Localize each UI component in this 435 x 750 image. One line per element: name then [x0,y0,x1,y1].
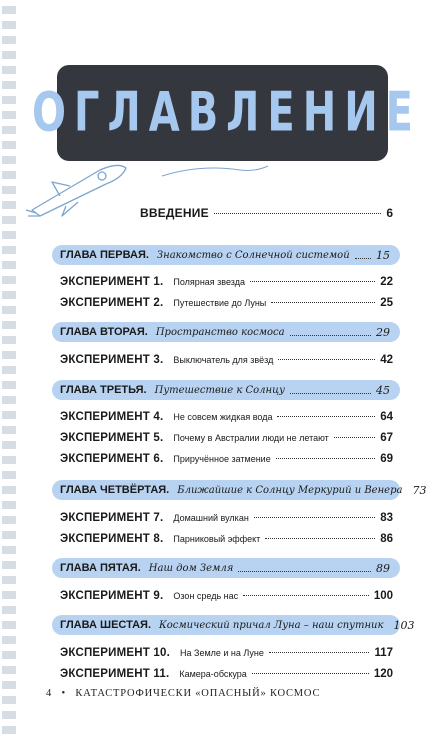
binding-square [2,636,16,644]
toc-chapter[interactable] [52,380,400,400]
toc-intro[interactable] [140,206,393,224]
binding-square [2,21,16,29]
binding-square [2,81,16,89]
experiment-label: ЭКСПЕРИМЕНТ 2. [60,297,164,309]
binding-square [2,621,16,629]
title-block [32,65,421,161]
rocket-doodle-icon [22,150,142,220]
binding-square [2,336,16,344]
chapter-page: 29 [376,325,390,339]
toc-chapter[interactable] [52,558,400,578]
binding-square [2,426,16,434]
binding-square [2,306,16,314]
leader-dots [355,258,371,259]
leader-dots [254,517,375,518]
experiment-label: ЭКСПЕРИМЕНТ 10. [60,647,170,659]
chapter-label: ГЛАВА ТРЕТЬЯ. [60,384,147,396]
notebook-binding [0,0,20,750]
binding-square [2,51,16,59]
binding-square [2,486,16,494]
binding-square [2,606,16,614]
toc-experiment[interactable] [60,297,393,315]
experiment-name: Приручённое затмение [173,454,271,464]
chapter-page: 73 [412,483,427,497]
experiment-page: 67 [380,432,393,444]
binding-square [2,321,16,329]
binding-square [2,186,16,194]
binding-square [2,171,16,179]
toc-experiment[interactable] [60,432,393,450]
chapter-name: Космический причал Луна – наш спутник [159,619,384,631]
binding-square [2,726,16,734]
experiment-page: 83 [380,512,393,524]
binding-square [2,6,16,14]
leader-dots [243,595,369,596]
chapter-page: 45 [376,383,390,397]
experiment-label: ЭКСПЕРИМЕНТ 9. [60,590,164,602]
binding-square [2,216,16,224]
binding-square [2,456,16,464]
experiment-label: ЭКСПЕРИМЕНТ 8. [60,533,164,545]
binding-square [2,681,16,689]
toc-chapter[interactable] [52,615,415,635]
binding-square [2,66,16,74]
leader-dots [265,538,375,539]
binding-square [2,381,16,389]
binding-square [2,531,16,539]
chapter-name: Пространство космоса [155,326,285,338]
chapter-name: Ближайшие к Солнцу Меркурий и Венера [177,484,403,496]
binding-square [2,156,16,164]
binding-square [2,651,16,659]
experiment-page: 117 [374,647,393,659]
experiment-page: 100 [373,590,393,602]
chapter-label: ГЛАВА ШЕСТАЯ. [60,619,152,631]
experiment-label: ЭКСПЕРИМЕНТ 4. [60,411,164,423]
experiment-page: 22 [380,276,393,288]
binding-square [2,591,16,599]
binding-square [2,666,16,674]
leader-dots [269,652,370,653]
toc-experiment[interactable] [60,590,393,608]
chapter-label: ГЛАВА ПЯТАЯ. [60,562,141,574]
toc-experiment[interactable] [60,647,393,665]
experiment-label: ЭКСПЕРИМЕНТ 7. [60,512,164,524]
chapter-label: ГЛАВА ЧЕТВЁРТАЯ. [60,484,170,496]
experiment-name: Домашний вулкан [173,513,249,523]
toc-chapter[interactable] [52,480,427,500]
binding-square [2,96,16,104]
footer-book-title: КАТАСТРОФИЧЕСКИ «ОПАСНЫЙ» КОСМОС [75,688,321,699]
experiment-name: Камера-обскура [179,669,247,679]
experiment-label: ЭКСПЕРИМЕНТ 3. [60,354,164,366]
binding-square [2,396,16,404]
chapter-label: ГЛАВА ПЕРВАЯ. [60,249,149,261]
experiment-name: Полярная звезда [173,277,245,287]
binding-square [2,696,16,704]
page-title: ОГЛАВЛЕНИЕ [32,81,421,145]
toc-experiment[interactable] [60,453,393,471]
leader-dots [334,437,375,438]
binding-square [2,366,16,374]
experiment-name: На Земле и на Луне [180,648,264,658]
toc-experiment[interactable] [60,276,393,294]
experiment-page: 120 [373,668,393,680]
binding-square [2,141,16,149]
experiment-label: ЭКСПЕРИМЕНТ 11. [60,668,170,680]
experiment-name: Выключатель для звёзд [173,355,274,365]
experiment-label: ЭКСПЕРИМЕНТ 1. [60,276,164,288]
toc-experiment[interactable] [60,411,393,429]
toc-chapter[interactable] [52,322,400,342]
leader-dots [290,335,371,336]
experiment-page: 64 [380,411,393,423]
chapter-label: ГЛАВА ВТОРАЯ. [60,326,148,338]
binding-square [2,276,16,284]
experiment-name: Озон средь нас [173,591,239,601]
binding-square [2,471,16,479]
binding-square [2,501,16,509]
leader-dots [276,458,375,459]
binding-square [2,291,16,299]
binding-square [2,441,16,449]
binding-square [2,36,16,44]
intro-page: 6 [386,206,393,220]
binding-square [2,111,16,119]
leader-dots [252,673,369,674]
binding-square [2,246,16,254]
binding-square [2,201,16,209]
binding-square [2,516,16,524]
binding-square [2,261,16,269]
leader-dots [214,213,382,214]
toc-chapter[interactable] [52,245,400,265]
experiment-page: 86 [380,533,393,545]
experiment-page: 25 [380,297,393,309]
toc-experiment[interactable] [60,512,393,530]
chapter-page: 15 [376,248,390,262]
chapter-name: Путешествие к Солнцу [154,384,285,396]
binding-square [2,411,16,419]
experiment-label: ЭКСПЕРИМЕНТ 6. [60,453,164,465]
chapter-name: Наш дом Земля [148,562,234,574]
experiment-page: 69 [380,453,393,465]
experiment-page: 42 [380,354,393,366]
intro-label: ВВЕДЕНИЕ [140,206,209,220]
leader-dots [238,571,371,572]
chapter-page: 103 [393,618,415,632]
leader-dots [290,393,371,394]
experiment-name: Путешествие до Луны [173,298,267,308]
binding-square [2,351,16,359]
chapter-page: 89 [376,561,390,575]
leader-dots [277,416,375,417]
experiment-name: Не совсем жидкая вода [173,412,273,422]
chapter-name: Знакомство с Солнечной системой [156,249,350,261]
binding-square [2,561,16,569]
leader-dots [271,302,375,303]
binding-square [2,576,16,584]
binding-square [2,126,16,134]
leader-dots [278,359,375,360]
doodle-line [160,160,270,180]
experiment-label: ЭКСПЕРИМЕНТ 5. [60,432,164,444]
experiment-name: Почему в Австралии люди не летают [173,433,329,443]
binding-square [2,546,16,554]
toc-experiment[interactable] [60,533,393,551]
binding-square [2,711,16,719]
leader-dots [250,281,375,282]
binding-square [2,231,16,239]
footer-page-number: 4 [46,688,53,699]
page-footer [46,688,320,699]
footer-bullet: • [61,688,66,699]
toc-experiment[interactable] [60,354,393,372]
experiment-name: Парниковый эффект [173,534,261,544]
toc-experiment[interactable] [60,668,393,686]
